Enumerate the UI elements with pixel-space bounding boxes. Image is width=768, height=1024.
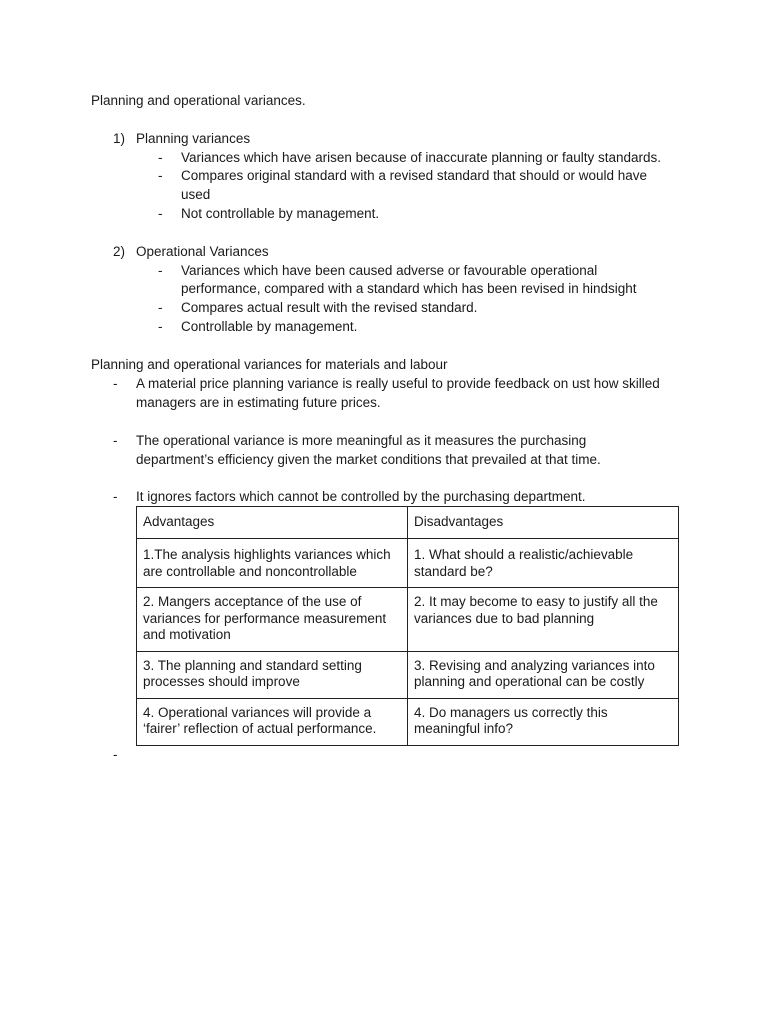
table-row: [137, 539, 679, 588]
table-cell: 3. Revising and analyzing variances into planning and operational can be costly: [408, 651, 679, 698]
bullet-text-continued: performance, compared with a standard which has been revised in hindsight: [181, 281, 637, 296]
bullet-dash: -: [158, 319, 163, 334]
table-row: [137, 588, 679, 652]
bullet-text: Not controllable by management.: [181, 206, 380, 221]
bullet-dash: -: [158, 263, 163, 278]
table-cell: 4. Operational variances will provide a ‘fairer’ reflection of actual performance.: [137, 698, 408, 745]
table-header-cell: Advantages: [137, 507, 408, 539]
point-text: The operational variance is more meaningful as it measures the purchasing: [136, 433, 587, 448]
point-text: It ignores factors which cannot be controlled by the purchasing department.: [136, 489, 586, 504]
subheading: Planning and operational variances for materials and labour: [91, 357, 448, 372]
bullet-dash: -: [158, 150, 163, 165]
table-cell: 1.The analysis highlights variances which are controllable and noncontrollable: [137, 539, 408, 588]
point-dash: -: [113, 489, 118, 504]
table-header-cell: Disadvantages: [408, 507, 679, 539]
bullet-text: Variances which have arisen because of inaccurate planning or faulty standards.: [181, 150, 662, 165]
point-text-continued: managers are in estimating future prices.: [136, 395, 381, 410]
bullet-text: Compares original standard with a revised standard that should or would have: [181, 168, 648, 183]
table-cell: 3. The planning and standard setting processes should improve: [137, 651, 408, 698]
table-cell: 1. What should a realistic/achievable standard be?: [408, 539, 679, 588]
table-cell: 2. Mangers acceptance of the use of variances for performance measurement and motivation: [137, 588, 408, 652]
table-cell: 2. It may become to easy to justify all the variances due to bad planning: [408, 588, 679, 652]
table-row: [137, 651, 679, 698]
bullet-text-continued: used: [181, 187, 211, 202]
table-row: [137, 698, 679, 745]
point-dash: -: [113, 376, 118, 391]
bullet-dash: -: [158, 168, 163, 183]
bullet-text: Controllable by management.: [181, 319, 358, 334]
table-header-row: [137, 507, 679, 539]
advantages-disadvantages-table: [136, 506, 679, 746]
section-number: 2): [113, 244, 126, 259]
section-number: 1): [113, 131, 126, 146]
trailing-dash: -: [113, 747, 118, 762]
bullet-dash: -: [158, 206, 163, 221]
section-heading: Planning variances: [136, 131, 251, 146]
point-text-continued: department’s efficiency given the market conditions that prevailed at that time.: [136, 452, 601, 467]
section-heading: Operational Variances: [136, 244, 269, 259]
document-title: Planning and operational variances.: [91, 93, 306, 108]
point-text: A material price planning variance is really useful to provide feedback on ust how skilled: [136, 376, 660, 391]
point-dash: -: [113, 433, 118, 448]
bullet-dash: -: [158, 300, 163, 315]
bullet-text: Compares actual result with the revised standard.: [181, 300, 478, 315]
table-cell: 4. Do managers us correctly this meaningful info?: [408, 698, 679, 745]
bullet-text: Variances which have been caused adverse or favourable operational: [181, 263, 598, 278]
